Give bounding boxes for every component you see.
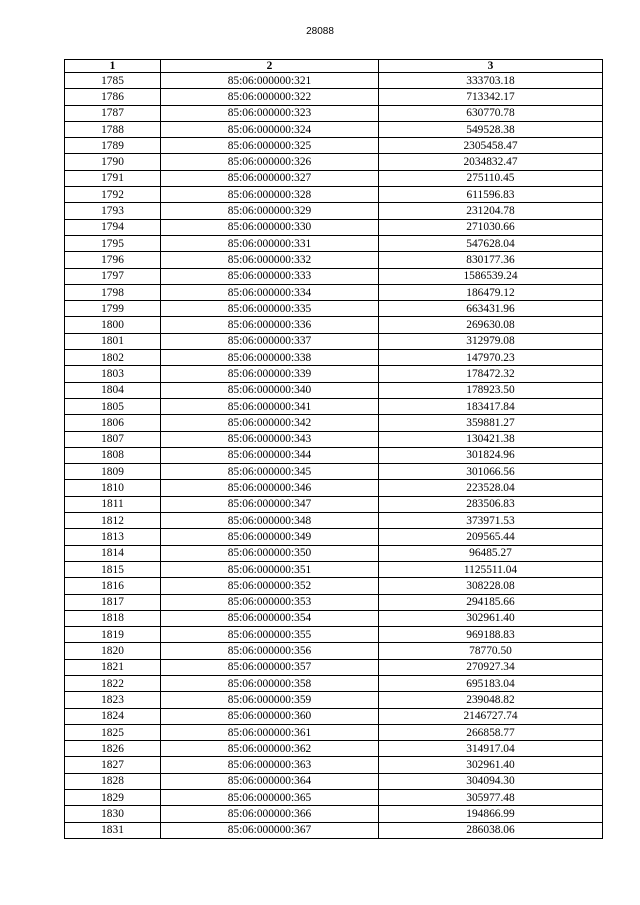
- page-number: 28088: [306, 26, 334, 37]
- value-cell: 663431.96: [379, 301, 603, 317]
- cadastral-number-cell: 85:06:000000:362: [161, 741, 379, 757]
- value-cell: 969188.83: [379, 627, 603, 643]
- cadastral-number-cell: 85:06:000000:359: [161, 692, 379, 708]
- table-row: [65, 675, 603, 691]
- table-row: [65, 692, 603, 708]
- value-cell: 373971.53: [379, 513, 603, 529]
- row-number-cell: 1814: [65, 545, 161, 561]
- value-cell: 549528.38: [379, 121, 603, 137]
- row-number-cell: 1797: [65, 268, 161, 284]
- row-number-cell: 1828: [65, 773, 161, 789]
- value-cell: 308228.08: [379, 578, 603, 594]
- value-cell: 1586539.24: [379, 268, 603, 284]
- table-row: [65, 333, 603, 349]
- row-number-cell: 1818: [65, 610, 161, 626]
- table-row: [65, 627, 603, 643]
- table-row: [65, 578, 603, 594]
- value-cell: 301824.96: [379, 447, 603, 463]
- table-row: [65, 757, 603, 773]
- table-row: [65, 480, 603, 496]
- value-cell: 713342.17: [379, 89, 603, 105]
- value-cell: 78770.50: [379, 643, 603, 659]
- table-row: [65, 89, 603, 105]
- row-number-cell: 1822: [65, 675, 161, 691]
- table-row: [65, 170, 603, 186]
- value-cell: 194866.99: [379, 806, 603, 822]
- row-number-cell: 1805: [65, 398, 161, 414]
- row-number-cell: 1824: [65, 708, 161, 724]
- cadastral-number-cell: 85:06:000000:354: [161, 610, 379, 626]
- table-row: [65, 268, 603, 284]
- table-row: [65, 561, 603, 577]
- table-row: [65, 708, 603, 724]
- value-cell: 2305458.47: [379, 138, 603, 154]
- cadastral-number-cell: 85:06:000000:339: [161, 366, 379, 382]
- row-number-cell: 1821: [65, 659, 161, 675]
- cadastral-number-cell: 85:06:000000:324: [161, 121, 379, 137]
- table-row: [65, 643, 603, 659]
- value-cell: 302961.40: [379, 757, 603, 773]
- row-number-cell: 1791: [65, 170, 161, 186]
- table-row: [65, 187, 603, 203]
- cadastral-number-cell: 85:06:000000:327: [161, 170, 379, 186]
- row-number-cell: 1813: [65, 529, 161, 545]
- cadastral-number-cell: 85:06:000000:347: [161, 496, 379, 512]
- cadastral-number-cell: 85:06:000000:335: [161, 301, 379, 317]
- row-number-cell: 1829: [65, 790, 161, 806]
- cadastral-number-cell: 85:06:000000:343: [161, 431, 379, 447]
- cadastral-number-cell: 85:06:000000:340: [161, 382, 379, 398]
- cadastral-number-cell: 85:06:000000:351: [161, 561, 379, 577]
- cadastral-number-cell: 85:06:000000:348: [161, 513, 379, 529]
- value-cell: 286038.06: [379, 822, 603, 838]
- table-row: [65, 350, 603, 366]
- value-cell: 147970.23: [379, 350, 603, 366]
- table-row: [65, 73, 603, 89]
- value-cell: 130421.38: [379, 431, 603, 447]
- table-row: [65, 301, 603, 317]
- cadastral-number-cell: 85:06:000000:345: [161, 464, 379, 480]
- cadastral-number-cell: 85:06:000000:357: [161, 659, 379, 675]
- table-row: [65, 138, 603, 154]
- row-number-cell: 1811: [65, 496, 161, 512]
- table-row: [65, 154, 603, 170]
- table-row: [65, 529, 603, 545]
- row-number-cell: 1787: [65, 105, 161, 121]
- cadastral-number-cell: 85:06:000000:350: [161, 545, 379, 561]
- cadastral-number-cell: 85:06:000000:342: [161, 415, 379, 431]
- value-cell: 186479.12: [379, 284, 603, 300]
- value-cell: 209565.44: [379, 529, 603, 545]
- value-cell: 266858.77: [379, 724, 603, 740]
- row-number-cell: 1794: [65, 219, 161, 235]
- table-row: [65, 121, 603, 137]
- cadastral-number-cell: 85:06:000000:349: [161, 529, 379, 545]
- cadastral-number-cell: 85:06:000000:331: [161, 235, 379, 251]
- row-number-cell: 1798: [65, 284, 161, 300]
- cadastral-number-cell: 85:06:000000:355: [161, 627, 379, 643]
- cadastral-number-cell: 85:06:000000:328: [161, 187, 379, 203]
- cadastral-number-cell: 85:06:000000:323: [161, 105, 379, 121]
- table-header: [65, 60, 603, 73]
- row-number-cell: 1809: [65, 464, 161, 480]
- row-number-cell: 1830: [65, 806, 161, 822]
- value-cell: 275110.45: [379, 170, 603, 186]
- cadastral-number-cell: 85:06:000000:352: [161, 578, 379, 594]
- row-number-cell: 1820: [65, 643, 161, 659]
- cadastral-number-cell: 85:06:000000:364: [161, 773, 379, 789]
- cadastral-number-cell: 85:06:000000:361: [161, 724, 379, 740]
- table-row: [65, 790, 603, 806]
- row-number-cell: 1801: [65, 333, 161, 349]
- value-cell: 270927.34: [379, 659, 603, 675]
- table-row: [65, 594, 603, 610]
- row-number-cell: 1823: [65, 692, 161, 708]
- row-number-cell: 1793: [65, 203, 161, 219]
- value-cell: 305977.48: [379, 790, 603, 806]
- row-number-cell: 1799: [65, 301, 161, 317]
- row-number-cell: 1790: [65, 154, 161, 170]
- column-header-3: 3: [379, 60, 603, 73]
- table-row: [65, 235, 603, 251]
- row-number-cell: 1795: [65, 235, 161, 251]
- cadastral-number-cell: 85:06:000000:333: [161, 268, 379, 284]
- value-cell: 301066.56: [379, 464, 603, 480]
- cadastral-number-cell: 85:06:000000:325: [161, 138, 379, 154]
- table-row: [65, 741, 603, 757]
- row-number-cell: 1817: [65, 594, 161, 610]
- row-number-cell: 1785: [65, 73, 161, 89]
- column-header-2: 2: [161, 60, 379, 73]
- cadastral-number-cell: 85:06:000000:363: [161, 757, 379, 773]
- table-row: [65, 659, 603, 675]
- value-cell: 2146727.74: [379, 708, 603, 724]
- value-cell: 302961.40: [379, 610, 603, 626]
- table-row: [65, 806, 603, 822]
- row-number-cell: 1806: [65, 415, 161, 431]
- cadastral-number-cell: 85:06:000000:322: [161, 89, 379, 105]
- table-row: [65, 822, 603, 838]
- value-cell: 2034832.47: [379, 154, 603, 170]
- value-cell: 183417.84: [379, 398, 603, 414]
- cadastral-number-cell: 85:06:000000:337: [161, 333, 379, 349]
- row-number-cell: 1812: [65, 513, 161, 529]
- table-row: [65, 382, 603, 398]
- column-header-1: 1: [65, 60, 161, 73]
- cadastral-number-cell: 85:06:000000:332: [161, 252, 379, 268]
- value-cell: 314917.04: [379, 741, 603, 757]
- cadastral-number-cell: 85:06:000000:365: [161, 790, 379, 806]
- value-cell: 239048.82: [379, 692, 603, 708]
- value-cell: 695183.04: [379, 675, 603, 691]
- cadastral-number-cell: 85:06:000000:367: [161, 822, 379, 838]
- value-cell: 231204.78: [379, 203, 603, 219]
- cadastral-number-cell: 85:06:000000:346: [161, 480, 379, 496]
- table-row: [65, 496, 603, 512]
- table-row: [65, 415, 603, 431]
- value-cell: 333703.18: [379, 73, 603, 89]
- cadastral-number-cell: 85:06:000000:353: [161, 594, 379, 610]
- row-number-cell: 1831: [65, 822, 161, 838]
- value-cell: 269630.08: [379, 317, 603, 333]
- row-number-cell: 1810: [65, 480, 161, 496]
- row-number-cell: 1826: [65, 741, 161, 757]
- cadastral-number-cell: 85:06:000000:336: [161, 317, 379, 333]
- row-number-cell: 1815: [65, 561, 161, 577]
- row-number-cell: 1819: [65, 627, 161, 643]
- row-number-cell: 1792: [65, 187, 161, 203]
- table-row: [65, 610, 603, 626]
- value-cell: 611596.83: [379, 187, 603, 203]
- cadastral-number-cell: 85:06:000000:341: [161, 398, 379, 414]
- cadastral-number-cell: 85:06:000000:338: [161, 350, 379, 366]
- cadastral-number-cell: 85:06:000000:366: [161, 806, 379, 822]
- row-number-cell: 1825: [65, 724, 161, 740]
- row-number-cell: 1788: [65, 121, 161, 137]
- cadastral-number-cell: 85:06:000000:330: [161, 219, 379, 235]
- value-cell: 312979.08: [379, 333, 603, 349]
- value-cell: 630770.78: [379, 105, 603, 121]
- table-row: [65, 773, 603, 789]
- table-row: [65, 366, 603, 382]
- value-cell: 304094.30: [379, 773, 603, 789]
- table-row: [65, 431, 603, 447]
- value-cell: 547628.04: [379, 235, 603, 251]
- table-row: [65, 398, 603, 414]
- cadastral-number-cell: 85:06:000000:360: [161, 708, 379, 724]
- value-cell: 1125511.04: [379, 561, 603, 577]
- value-cell: 283506.83: [379, 496, 603, 512]
- table-row: [65, 219, 603, 235]
- row-number-cell: 1789: [65, 138, 161, 154]
- value-cell: 178923.50: [379, 382, 603, 398]
- table-row: [65, 105, 603, 121]
- table-row: [65, 464, 603, 480]
- table-row: [65, 513, 603, 529]
- cadastral-number-cell: 85:06:000000:334: [161, 284, 379, 300]
- row-number-cell: 1804: [65, 382, 161, 398]
- table-body: [65, 73, 603, 839]
- table-row: [65, 284, 603, 300]
- table-row: [65, 203, 603, 219]
- value-cell: 294185.66: [379, 594, 603, 610]
- value-cell: 359881.27: [379, 415, 603, 431]
- cadastral-number-cell: 85:06:000000:321: [161, 73, 379, 89]
- value-cell: 178472.32: [379, 366, 603, 382]
- value-cell: 223528.04: [379, 480, 603, 496]
- row-number-cell: 1800: [65, 317, 161, 333]
- row-number-cell: 1802: [65, 350, 161, 366]
- table-row: [65, 317, 603, 333]
- value-cell: 830177.36: [379, 252, 603, 268]
- row-number-cell: 1827: [65, 757, 161, 773]
- table-row: [65, 252, 603, 268]
- row-number-cell: 1803: [65, 366, 161, 382]
- cadastral-number-cell: 85:06:000000:329: [161, 203, 379, 219]
- table-row: [65, 447, 603, 463]
- cadastral-number-cell: 85:06:000000:358: [161, 675, 379, 691]
- table-row: [65, 545, 603, 561]
- value-cell: 96485.27: [379, 545, 603, 561]
- cadastral-number-cell: 85:06:000000:326: [161, 154, 379, 170]
- header-row: [65, 60, 603, 73]
- data-table: [64, 59, 603, 839]
- row-number-cell: 1796: [65, 252, 161, 268]
- table-row: [65, 724, 603, 740]
- value-cell: 271030.66: [379, 219, 603, 235]
- row-number-cell: 1786: [65, 89, 161, 105]
- row-number-cell: 1807: [65, 431, 161, 447]
- row-number-cell: 1816: [65, 578, 161, 594]
- cadastral-number-cell: 85:06:000000:344: [161, 447, 379, 463]
- cadastral-number-cell: 85:06:000000:356: [161, 643, 379, 659]
- row-number-cell: 1808: [65, 447, 161, 463]
